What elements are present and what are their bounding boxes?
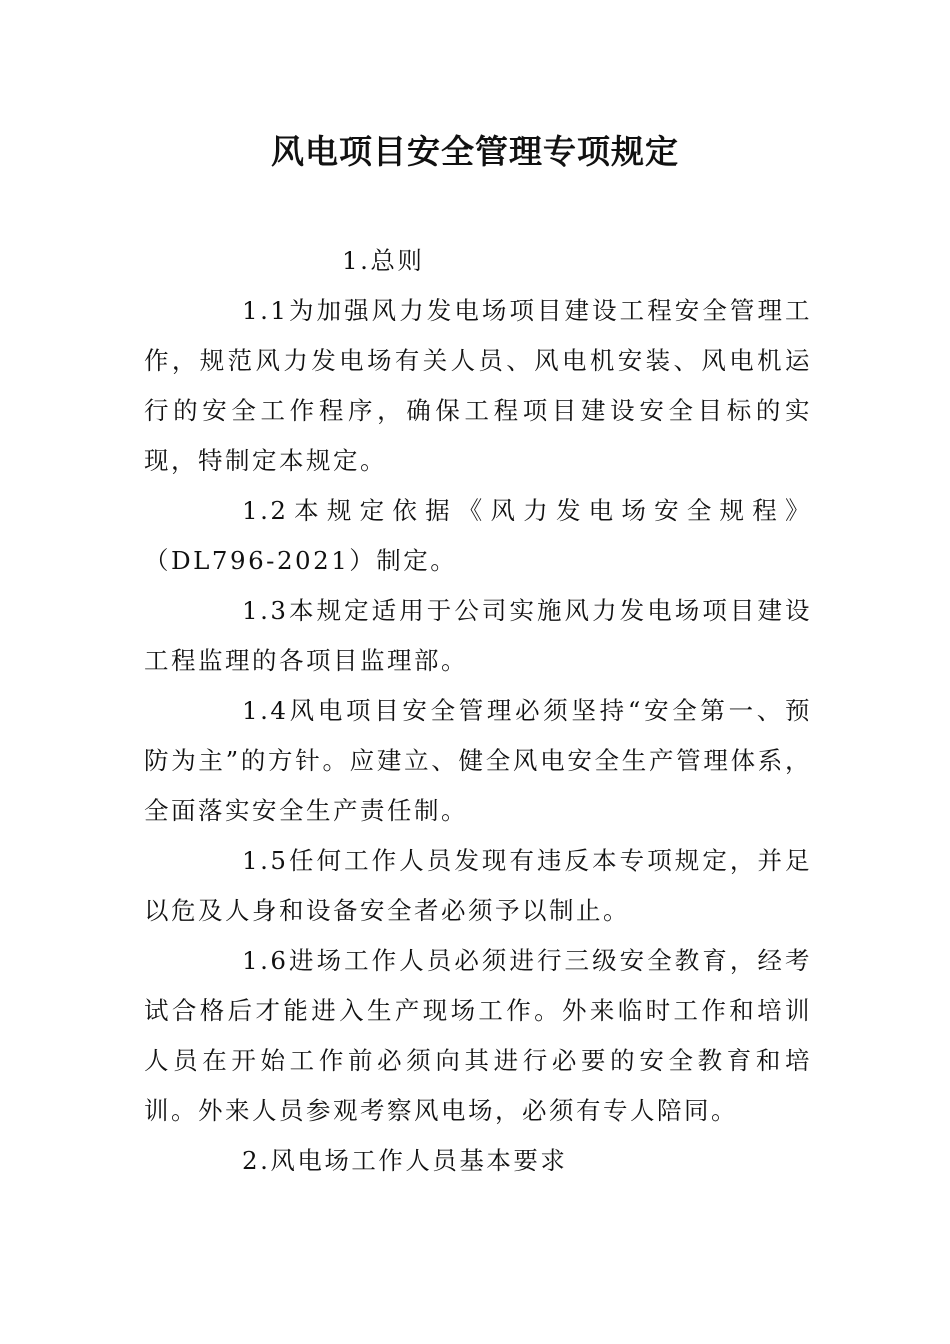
paragraph-1-3: 1.3本规定适用于公司实施风力发电场项目建设工程监理的各项目监理部。 bbox=[144, 596, 812, 675]
paragraph-1-5: 1.5任何工作人员发现有违反本专项规定，并足以危及人身和设备安全者必须予以制止。 bbox=[144, 846, 812, 925]
paragraph-1-1: 1.1为加强风力发电场项目建设工程安全管理工作，规范风力发电场有关人员、风电机安装、风电机运行的安全工作程序，确保工程项目建设安全目标的实现，特制定本规定。 bbox=[144, 296, 812, 475]
section-heading-staff-requirements: 2.风电场工作人员基本要求 bbox=[242, 1146, 568, 1175]
section-heading-general: 1.总则 bbox=[342, 246, 425, 275]
paragraph-1-2: 1.2本规定依据《风力发电场安全规程》（DL796-2021）制定。 bbox=[144, 496, 812, 575]
paragraph-1-6: 1.6进场工作人员必须进行三级安全教育，经考试合格后才能进入生产现场工作。外来临时工作和培训人员在开始工作前必须向其进行必要的安全教育和培训。外来人员参观考察风电场，必须有专人陪同。 bbox=[144, 946, 812, 1125]
document-body bbox=[144, 236, 812, 1186]
document-title: 风电项目安全管理专项规定 bbox=[271, 132, 679, 171]
paragraph-1-4: 1.4风电项目安全管理必须坚持“安全第一、预防为主”的方针。应建立、健全风电安全生产管理体系，全面落实安全生产责任制。 bbox=[144, 696, 812, 825]
